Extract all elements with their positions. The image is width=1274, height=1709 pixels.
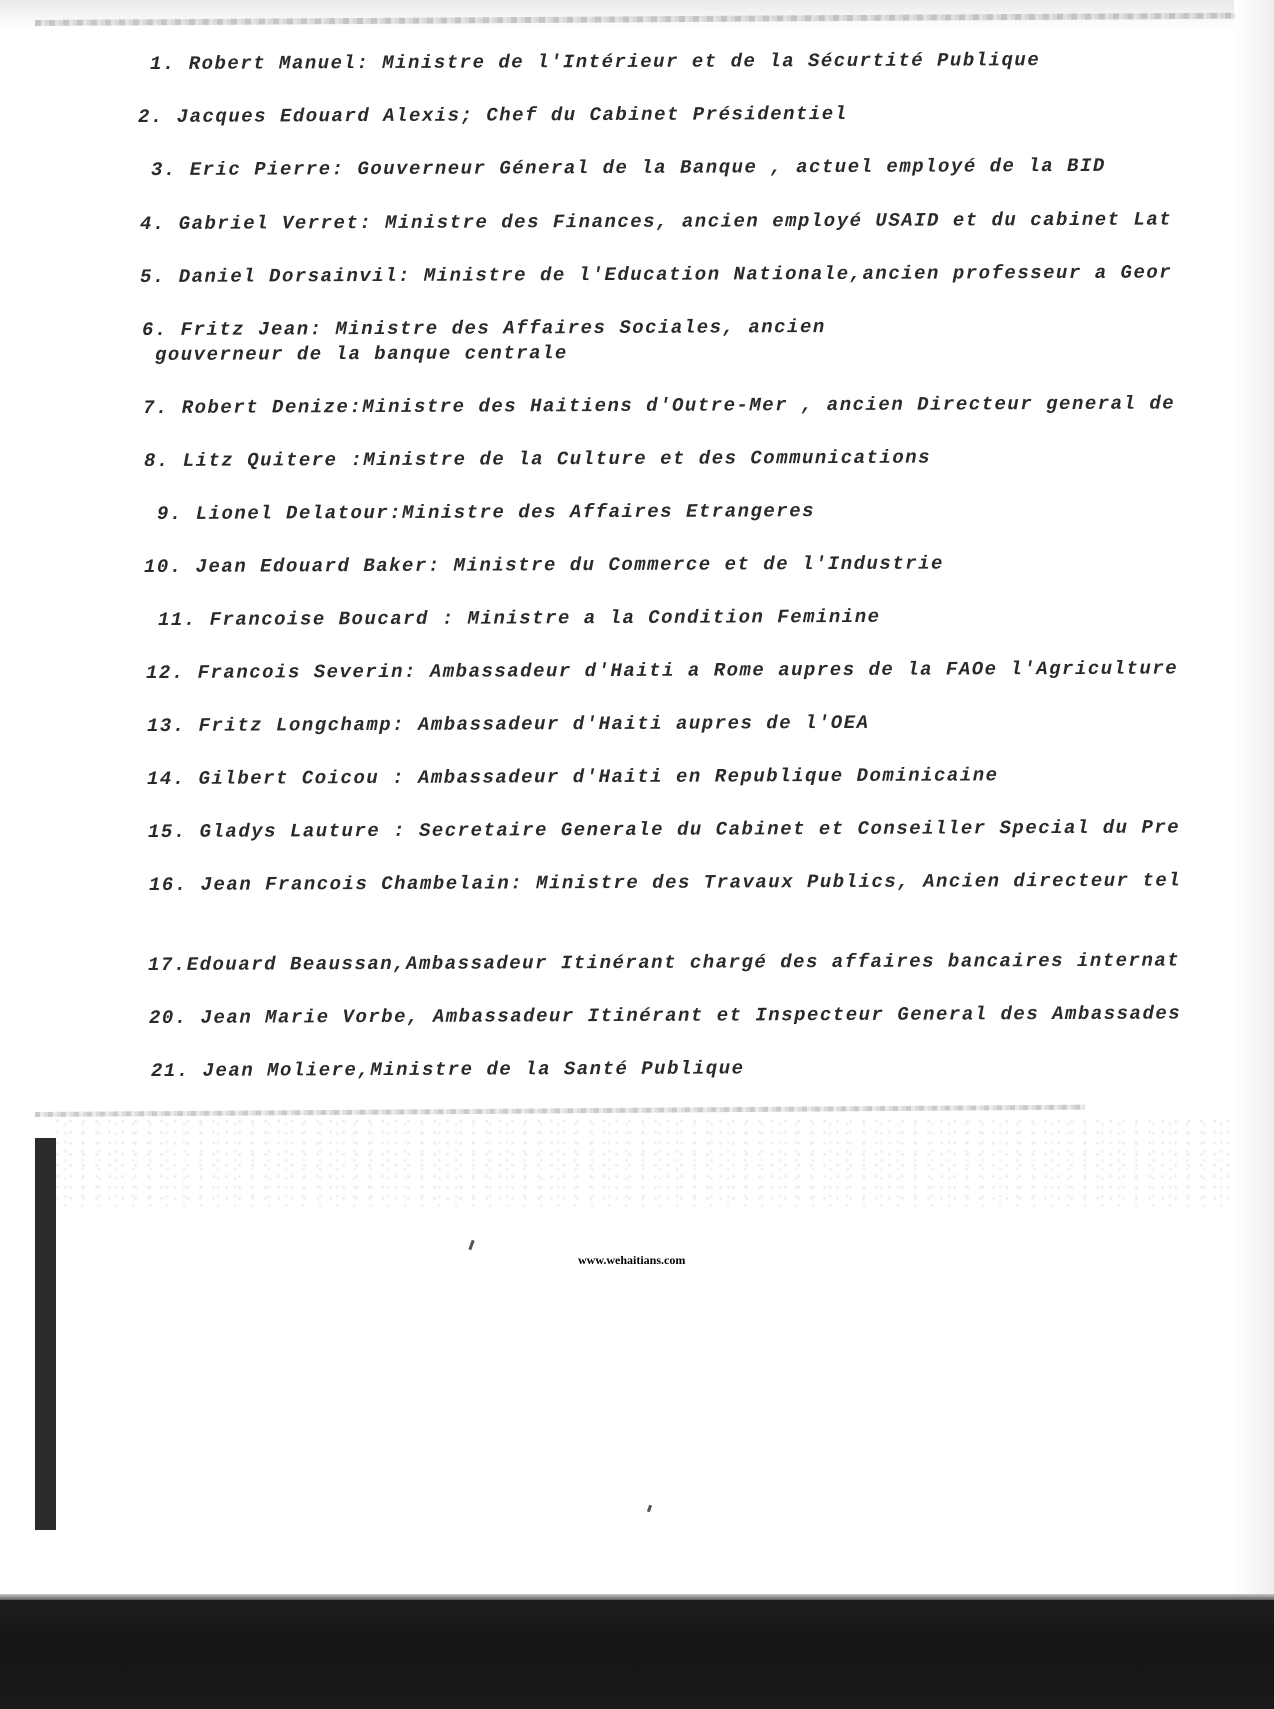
- list-item: 10. Jean Edouard Baker: Ministre du Commerce et de l'Industrie: [143, 552, 944, 578]
- scan-artifact-divider: [35, 1105, 1085, 1117]
- list-item: 20. Jean Marie Vorbe, Ambassadeur Itinérant et Inspecteur General des Ambassades: [148, 1002, 1182, 1029]
- list-item: 2. Jacques Edouard Alexis; Chef du Cabinet Présidentiel: [137, 102, 848, 128]
- list-item: 5. Daniel Dorsainvil: Ministre de l'Education Nationale,ancien professeur a Geor: [139, 261, 1173, 288]
- list-item: 15. Gladys Lauture : Secretaire Generale du Cabinet et Conseiller Special du Pre: [147, 816, 1181, 843]
- list-item: 11. Francoise Boucard : Ministre a la Condition Feminine: [157, 605, 881, 631]
- list-item: 17.Edouard Beaussan,Ambassadeur Itinérant chargé des affaires bancaires internat: [147, 949, 1181, 976]
- list-item: 14. Gilbert Coicou : Ambassadeur d'Haiti en Republique Dominicaine: [146, 764, 999, 790]
- website-url: www.wehaitians.com: [578, 1253, 686, 1267]
- scan-mark: [468, 1240, 474, 1250]
- list-item: 9. Lionel Delatour:Ministre des Affaires Etrangeres: [156, 500, 816, 525]
- list-item: 6. Fritz Jean: Ministre des Affaires Sociales, ancien gouverneur de la banque centrale: [141, 316, 826, 366]
- scan-speckle: [55, 1118, 1235, 1208]
- list-item: 8. Litz Quitere :Ministre de la Culture et des Communications: [143, 446, 932, 472]
- scan-mark: [647, 1505, 652, 1513]
- list-item: 16. Jean Francois Chambelain: Ministre des Travaux Publics, Ancien directeur tel: [148, 869, 1182, 896]
- list-item: 21. Jean Moliere,Ministre de la Santé Publique: [150, 1057, 745, 1082]
- list-item: 13. Fritz Longchamp: Ambassadeur d'Haiti aupres de l'OEA: [146, 711, 870, 737]
- list-item: 12. Francois Severin: Ambassadeur d'Haiti a Rome aupres de la FAOe l'Agriculture: [145, 657, 1179, 684]
- scan-left-bar: [35, 1138, 56, 1530]
- list-item: 4. Gabriel Verret: Ministre des Finances, ancien employé USAID et du cabinet Lat: [139, 208, 1173, 235]
- scan-right-edge: [1234, 0, 1274, 1600]
- scan-bottom-band: [0, 1600, 1274, 1709]
- list-item: 3. Eric Pierre: Gouverneur Géneral de la Banque , actuel employé de la BID: [150, 154, 1106, 181]
- list-item: 1. Robert Manuel: Ministre de l'Intérieur et de la Sécurtité Publique: [149, 49, 1041, 75]
- list-item: 7. Robert Denize:Ministre des Haitiens d'Outre-Mer , ancien Directeur general de: [142, 392, 1176, 419]
